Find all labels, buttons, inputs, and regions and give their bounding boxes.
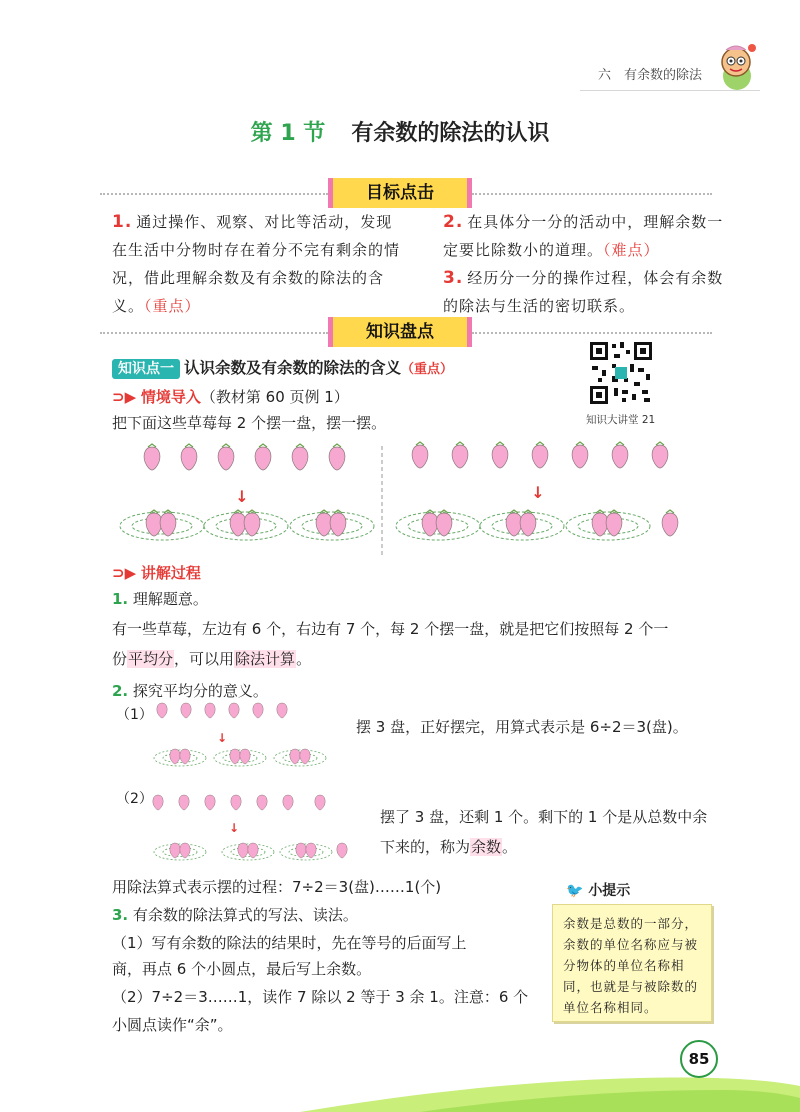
step-1 (112, 584, 208, 614)
goal-2-tag: （难点） (603, 241, 660, 259)
step-3-p1a: （1）写有余数的除法的结果时，先在等号的后面写上 (112, 934, 467, 952)
section-number: 第 1 节 (250, 121, 326, 146)
case-2-illustration (150, 790, 350, 870)
step-1-text-b5: 。 (296, 650, 312, 668)
svg-text:↓: ↓ (235, 487, 249, 506)
situation-heading (112, 386, 349, 407)
page-number: 85 (680, 1040, 718, 1078)
qr-code[interactable] (588, 340, 654, 406)
step-1-text-b (112, 644, 311, 674)
mascot-icon (712, 40, 762, 92)
goal-3-text: 经历分一分的操作过程，体会有余数的除法与生活的密切联系。 (443, 269, 724, 315)
step-3-title: 有余数的除法算式的写法、读法。 (132, 906, 358, 924)
goal-2 (443, 208, 733, 264)
highlight-remainder: 余数 (471, 838, 502, 856)
knowledge-point-tag: 知识点一 (112, 359, 180, 379)
arrow-bullet-icon: ⊃▶ (112, 388, 137, 406)
goal-1-tag: （重点） (144, 297, 201, 315)
strawberry-illustration (110, 438, 720, 558)
step-3-p1b: 商，再点 6 个小圆点，最后写上余数。 (112, 960, 372, 978)
situation-text: 把下面这些草莓每 2 个摆一盘，摆一摆。 (112, 414, 387, 432)
step-1-text-b1: 份 (112, 650, 128, 668)
goals-divider-right (472, 193, 712, 195)
goals-divider-left (100, 193, 328, 195)
chapter-header: 六 有余数的除法 (597, 68, 702, 83)
step-1-title: 理解题意。 (132, 590, 208, 608)
arrow-bullet-icon: ⊃▶ (112, 564, 137, 582)
bird-icon: 🐦 (566, 883, 584, 899)
situation-ref: （教材第 60 页例 1） (200, 388, 349, 406)
step-3 (112, 900, 358, 930)
step-3-p2a: （2）7÷2＝3……1，读作 7 除以 2 等于 3 余 1。注意：6 个 (112, 988, 529, 1006)
case-1-label: （1） (116, 707, 153, 723)
case-2-text-a: 摆了 3 盘，还剩 1 个。剩下的 1 个是从总数中余 (380, 808, 708, 826)
step-1-num: 1. (112, 590, 129, 608)
svg-text:↓: ↓ (228, 821, 240, 835)
tip-box (552, 904, 712, 1022)
goal-3 (443, 264, 733, 320)
bottom-wave-decoration (0, 1040, 800, 1112)
highlight-division: 除法计算 (235, 650, 296, 668)
goal-2-num: 2. (443, 212, 464, 232)
svg-text:↓: ↓ (531, 483, 545, 502)
knowledge-point-heading (112, 356, 453, 378)
case-2-text-b3: 。 (502, 838, 518, 856)
knowledge-divider-right (472, 332, 712, 334)
svg-text:↓: ↓ (216, 731, 228, 745)
formula-line: 用除法算式表示摆的过程：7÷2＝3(盘)……1(个) (112, 878, 442, 896)
step-3-num: 3. (112, 906, 129, 924)
step-1-text-a: 有一些草莓，左边有 6 个，右边有 7 个，每 2 个摆一盘，就是把它们按照每 2 个一 (112, 620, 669, 638)
highlight-average: 平均分 (128, 650, 174, 668)
goal-2-text: 在具体分一分的活动中，理解余数一定要比除数小的道理。 (443, 213, 724, 259)
qr-caption: 知识大讲堂 21 (586, 414, 656, 426)
goal-1-num: 1. (112, 212, 133, 232)
tip-text: 余数是总数的一部分，余数的单位名称应与被分物体的单位名称相同，也就是与被除数的单位名称相同。 (563, 916, 699, 1015)
case-1-illustration (150, 698, 340, 776)
left-berry-row (144, 444, 345, 470)
goal-3-num: 3. (443, 268, 464, 288)
tip-title: 小提示 (588, 883, 631, 899)
goals-banner: 目标点击 (328, 178, 472, 208)
case-2-label: （2） (116, 791, 153, 807)
tip-heading (566, 880, 630, 900)
step-2-num: 2. (112, 682, 129, 700)
case-2-text-b1: 下来的，称为 (380, 838, 471, 856)
knowledge-divider-left (100, 332, 328, 334)
page-title (0, 116, 800, 147)
section-title: 有余数的除法的认识 (351, 121, 550, 146)
step-1-text-b3: ，可以用 (174, 650, 235, 668)
knowledge-point-title: 认识余数及有余数的除法的含义 (184, 359, 402, 377)
step-2-title: 探究平均分的意义。 (132, 682, 268, 700)
knowledge-point-tag2: （重点） (401, 362, 454, 377)
case-1-text: 摆 3 盘，正好摆完，用算式表示是 6÷2＝3(盘)。 (356, 718, 688, 736)
right-berry-row (412, 442, 668, 468)
step-3-p2b: 小圆点读作“余”。 (112, 1016, 233, 1034)
process-label: 讲解过程 (140, 564, 201, 582)
situation-label: 情境导入 (140, 388, 201, 406)
goal-1-text: 通过操作、观察、对比等活动，发现在生活中分物时存在着分不完有剩余的情况，借此理解余数及有余数的除法的含义。 (112, 213, 401, 315)
goal-1 (112, 208, 402, 320)
knowledge-banner: 知识盘点 (328, 317, 472, 347)
process-heading (112, 562, 201, 583)
case-2-text-b (380, 832, 517, 862)
